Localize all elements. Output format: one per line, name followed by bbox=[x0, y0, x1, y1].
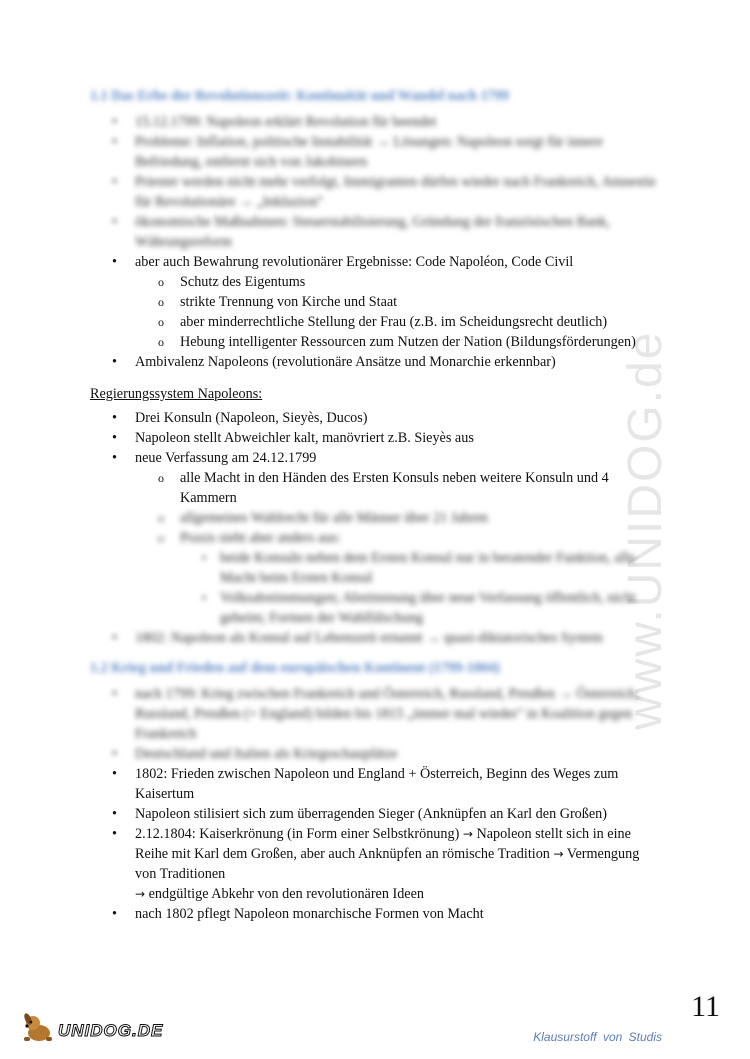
section-heading: 1.2 Krieg und Frieden auf dem europäischen Kontinent (1799-1804) bbox=[90, 660, 500, 676]
list-item: • ökonomische Maßnahmen: Steuerstabilisierung, Gründung der französischen Bank, Währungsreform bbox=[90, 212, 660, 252]
page-content bbox=[90, 86, 660, 924]
page-number: 11 bbox=[691, 990, 720, 1023]
logo-text: UNIDOG.DE bbox=[58, 1020, 164, 1040]
sub-list-item: o Schutz des Eigentums bbox=[90, 272, 660, 292]
bullet-list bbox=[90, 112, 660, 372]
kroenung-text: 2.12.1804: Kaiserkrönung (in Form einer Selbstkrönung) bbox=[135, 826, 460, 842]
dog-mascot-icon bbox=[22, 1013, 56, 1048]
list-item: • Probleme: Inflation, politische Instabilität → Lösungen: Napoleon sorgt für innere Befriedung, entfernt sich von Jakobinern bbox=[90, 132, 660, 172]
sub-sub-list-item: ▪ Volksabstimmungen; Abstimmung über neue Verfassung öffentlich, nicht geheim; Formen der Wahlfälschung bbox=[90, 588, 660, 628]
bullet-list bbox=[90, 684, 660, 924]
list-item: • Ambivalenz Napoleons (revolutionäre Ansätze und Monarchie erkennbar) bbox=[90, 352, 660, 372]
list-item bbox=[90, 448, 660, 628]
section-title: Regierungssystem Napoleons: bbox=[90, 386, 263, 402]
list-item: • 1802: Frieden zwischen Napoleon und England + Österreich, Beginn des Weges zum Kaisertum bbox=[90, 764, 660, 804]
watermark: www.UNIDOG.de bbox=[619, 330, 672, 730]
section-heading: 1.1 Das Erbe der Revolutionszeit: Kontinuität und Wandel nach 1799 bbox=[90, 88, 509, 104]
sub-list bbox=[135, 468, 660, 628]
kroenung-text: Napoleon stellt sich in eine Reihe mit Karl dem Großen, aber auch Anknüpfen an römische Tradition bbox=[135, 826, 631, 862]
arrow-icon: → bbox=[462, 827, 473, 841]
sub-sub-list-item: ▪ beide Konsuln neben dem Ersten Konsul nur in beratender Funktion, alle Macht beim Ersten Konsul bbox=[90, 548, 660, 588]
list-item: • Napoleon stilisiert sich zum überragenden Sieger (Anknüpfen an Karl den Großen) bbox=[90, 804, 660, 824]
bullet-list bbox=[90, 408, 660, 648]
footer-tagline: Klausurstoff von Studis bbox=[533, 1030, 662, 1044]
arrow-icon: → bbox=[135, 887, 146, 901]
kroenung-text: Vermengung von Traditionen bbox=[135, 846, 640, 882]
sub-list-item: o Hebung intelligenter Ressourcen zum Nutzen der Nation (Bildungsförderungen) bbox=[90, 332, 660, 352]
sub-list-item-text: Praxis sieht aber anders aus: bbox=[180, 530, 341, 546]
list-item: • Deutschland und Italien als Kriegsschauplätze bbox=[90, 744, 660, 764]
list-item bbox=[90, 824, 660, 904]
sub-list-item bbox=[90, 528, 660, 628]
sub-list bbox=[135, 272, 660, 352]
sub-list-item: o aber minderrechtliche Stellung der Frau (z.B. im Scheidungsrecht deutlich) bbox=[90, 312, 660, 332]
arrow-icon: → bbox=[553, 847, 564, 861]
sub-list-item: o allgemeines Wahlrecht für alle Männer über 21 Jahren bbox=[90, 508, 660, 528]
list-item: • 1802: Napoleon als Konsul auf Lebenszeit ernannt → quasi-diktatorisches System bbox=[90, 628, 660, 648]
list-item: • Drei Konsuln (Napoleon, Sieyès, Ducos) bbox=[90, 408, 660, 428]
list-item: • Napoleon stellt Abweichler kalt, manövriert z.B. Sieyès aus bbox=[90, 428, 660, 448]
list-item: • nach 1799: Krieg zwischen Frankreich und Österreich, Russland, Preußen → Österreich, Russland, Preußen (+ England) bilden bis 1815 „immer mal wieder" in Koalition gegen Frankreich bbox=[90, 684, 660, 744]
footer-logo bbox=[22, 1013, 163, 1048]
list-item: • 15.12.1799: Napoleon erklärt Revolution für beendet bbox=[90, 112, 660, 132]
list-item bbox=[90, 252, 660, 352]
list-item: • Priester werden nicht mehr verfolgt, Immigranten dürfen wieder nach Frankreich, Amnestie für Revolutionäre → „Inkluzion" bbox=[90, 172, 660, 212]
kroenung-text: endgültige Abkehr von den revolutionären Ideen bbox=[148, 886, 424, 902]
sub-list-item: o strikte Trennung von Kirche und Staat bbox=[90, 292, 660, 312]
list-item: • nach 1802 pflegt Napoleon monarchische Formen von Macht bbox=[90, 904, 660, 924]
sub-list-item: o alle Macht in den Händen des Ersten Konsuls neben weitere Konsuln und 4 Kammern bbox=[90, 468, 660, 508]
list-item-text: neue Verfassung am 24.12.1799 bbox=[135, 450, 317, 466]
sub-sub-list bbox=[180, 548, 660, 628]
list-item-text: aber auch Bewahrung revolutionärer Ergebnisse: Code Napoléon, Code Civil bbox=[135, 254, 574, 270]
